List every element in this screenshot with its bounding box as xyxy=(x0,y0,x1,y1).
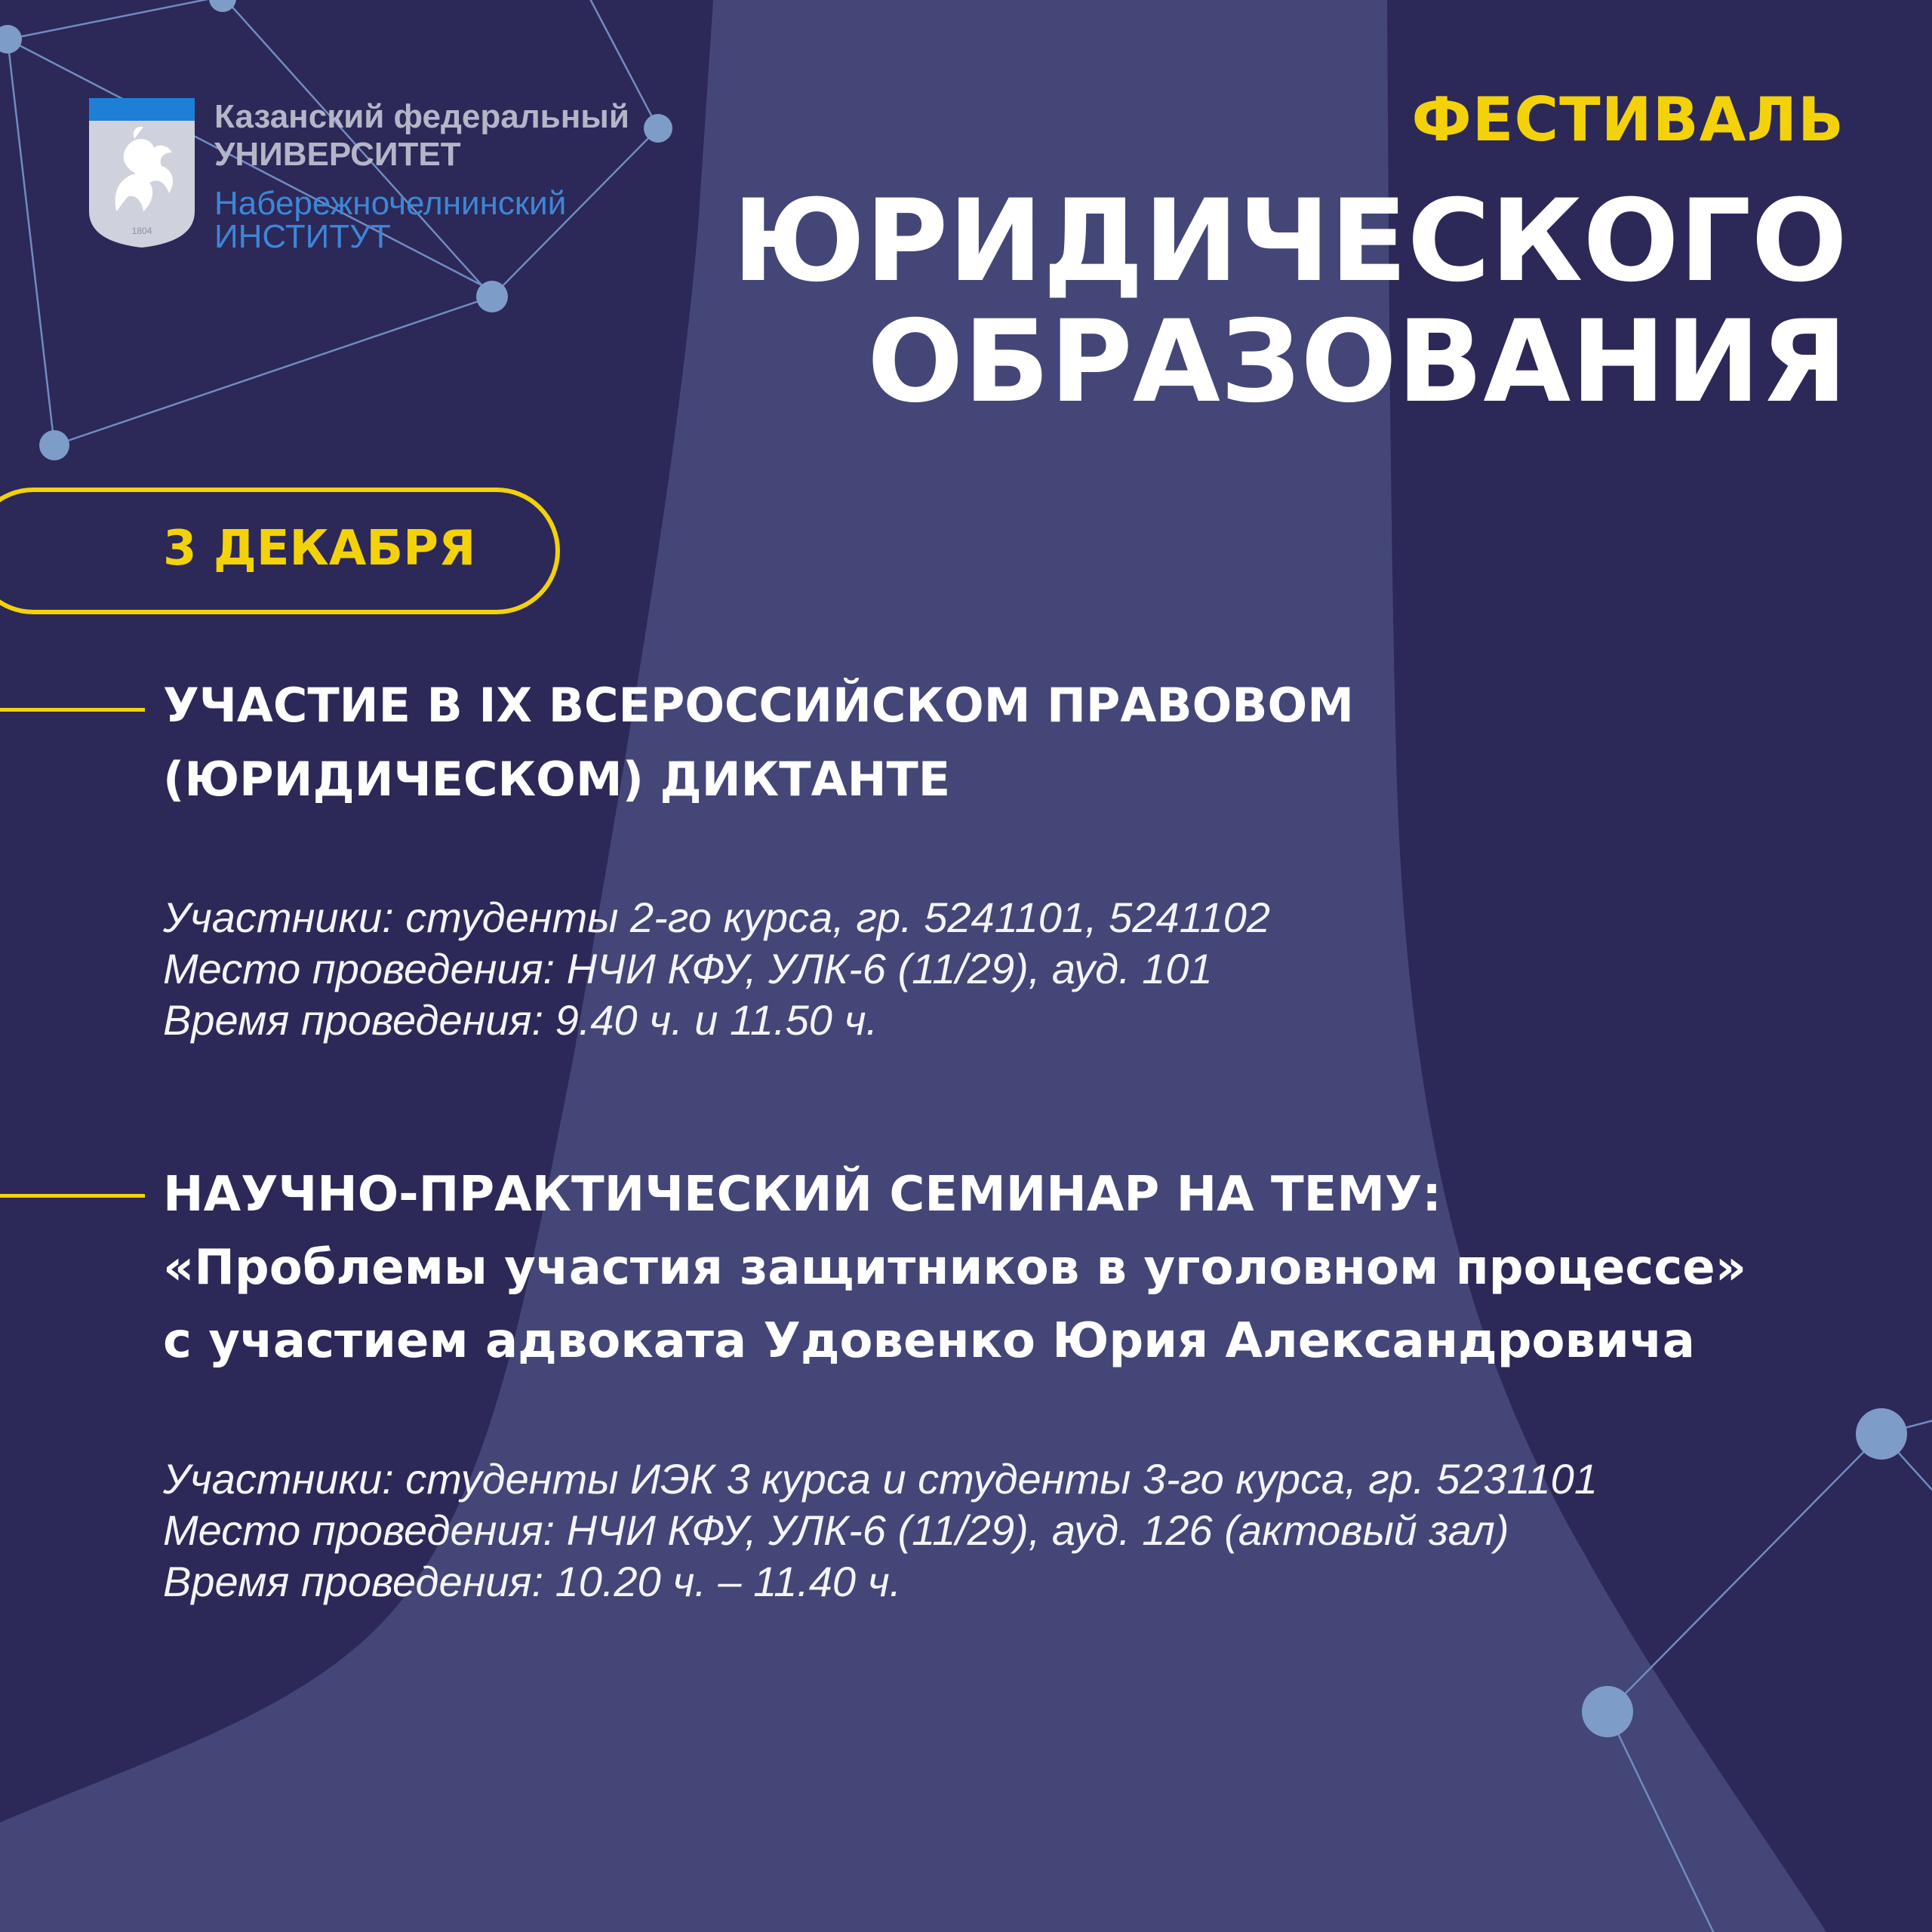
university-name-line2: УНИВЕРСИТЕТ xyxy=(214,136,461,173)
event-1-participants: Участники: студенты 2-го курса, гр. 5241101, 5241102 xyxy=(163,894,1271,941)
section-divider-1 xyxy=(0,708,145,712)
festival-label: ФЕСТИВАЛЬ xyxy=(1411,85,1844,155)
event-2-title-line2: «Проблемы участия защитников в уголовном процессе» xyxy=(163,1240,1747,1296)
emblem-year: 1804 xyxy=(131,226,152,236)
event-1-time: Время проведения: 9.40 ч. и 11.50 ч. xyxy=(163,996,878,1044)
event-2-title-line1: НАУЧНО-ПРАКТИЧЕСКИЙ СЕМИНАР НА ТЕМУ: xyxy=(163,1167,1441,1223)
university-name-line1: Казанский федеральный xyxy=(214,98,629,135)
event-date: 3 ДЕКАБРЯ xyxy=(163,521,476,577)
event-2-participants: Участники: студенты ИЭК 3 курса и студенты 3-го курса, гр. 5231101 xyxy=(163,1455,1598,1503)
institute-name-line2: ИНСТИТУТ xyxy=(214,218,391,255)
institute-name-line1: Набережночелнинский xyxy=(214,185,567,222)
event-2-location: Место проведения: НЧИ КФУ, УЛК-6 (11/29), ауд. 126 (актовый зал) xyxy=(163,1506,1509,1554)
event-1-title-line2: (ЮРИДИЧЕСКОМ) ДИКТАНТЕ xyxy=(163,752,951,807)
event-1-title-line1: УЧАСТИЕ В IX ВСЕРОССИЙСКОМ ПРАВОВОМ xyxy=(163,678,1354,733)
event-1-location: Место проведения: НЧИ КФУ, УЛК-6 (11/29), ауд. 101 xyxy=(163,945,1213,992)
event-2-title-line3: с участием адвоката Удовенко Юрия Александровича xyxy=(163,1313,1695,1369)
festival-title-line1: ЮРИДИЧЕСКОГО xyxy=(732,176,1847,307)
festival-title-line2: ОБРАЗОВАНИЯ xyxy=(867,297,1847,428)
kfu-emblem-icon xyxy=(89,98,195,249)
event-2-time: Время проведения: 10.20 ч. – 11.40 ч. xyxy=(163,1558,902,1605)
section-divider-2 xyxy=(0,1194,145,1198)
